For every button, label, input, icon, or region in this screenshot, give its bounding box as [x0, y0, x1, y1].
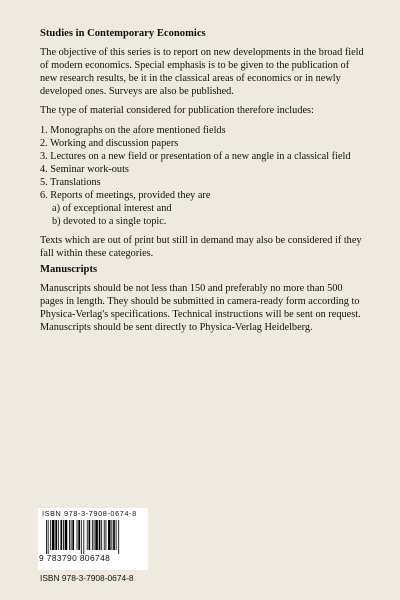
barcode-bar [52, 520, 55, 550]
barcode-bar [87, 520, 88, 550]
out-of-print-note: Texts which are out of print but still in demand may also be considered if they fall within these categories. [40, 235, 362, 260]
barcode-bar [104, 520, 105, 550]
sublist-item: a) of exceptional interest and [52, 203, 172, 215]
barcode-bar [58, 520, 59, 550]
barcode-digits: 9 783790 806748 [39, 553, 111, 563]
series-section [40, 27, 365, 267]
meeting-conditions-list [40, 202, 365, 228]
barcode-bar [78, 520, 80, 550]
barcode-bar [108, 520, 111, 550]
series-objective: The objective of this series is to report on new developments in the broad field of modern economics. Special emphasis is to be given to the publication of new research results, be it in the classical areas of economics or in newly developed ones. Surveys are also be published. [40, 47, 364, 98]
barcode-bars [40, 520, 144, 554]
barcode-bar [63, 520, 64, 550]
barcode-bar [48, 520, 49, 554]
barcode-bar [69, 520, 70, 550]
barcode-bar [71, 520, 72, 550]
barcode-bar [50, 520, 51, 550]
material-list [40, 124, 365, 229]
barcode-bar [72, 520, 74, 550]
isbn-top-text: ISBN 978-3-7908-0674-8 [42, 509, 137, 518]
barcode-bar [77, 520, 78, 550]
barcode-bar [106, 520, 107, 550]
barcode-bar [60, 520, 62, 550]
list-item: 1. Monographs on the afore mentioned fields [40, 124, 226, 136]
list-item: 3. Lectures on a new field or presentation of a new angle in a classical field [40, 150, 351, 162]
barcode-bar [81, 520, 82, 554]
barcode-bar [92, 520, 93, 550]
list-item: 4. Seminar work-outs [40, 163, 129, 175]
manuscripts-section [40, 263, 365, 340]
barcode-bar [95, 520, 98, 550]
barcode-bar [101, 520, 102, 550]
barcode-bar [65, 520, 68, 550]
manuscripts-text: Manuscripts should be not less than 150 and preferably no more than 500 pages in length. They should be submitted in camera-ready form according to Physica-Verlag's specifications. Technical instructions will be sent on request. Manuscripts should be sent directly to Physica-Verlag Heidelberg. [40, 283, 361, 334]
barcode-bar [46, 520, 47, 554]
barcode-bar [55, 520, 57, 550]
list-item: 2. Working and discussion papers [40, 137, 179, 149]
barcode-bar [99, 520, 101, 550]
manuscripts-title: Manuscripts [40, 264, 98, 275]
barcode-bar [94, 520, 95, 550]
list-item: 5. Translations [40, 176, 101, 188]
material-intro: The type of material considered for publication therefore includes: [40, 105, 314, 117]
barcode-bar [83, 520, 84, 554]
barcode-label [38, 508, 148, 570]
list-item-text: 6. Reports of meetings, provided they are [40, 190, 211, 202]
barcode-bar [111, 520, 112, 550]
series-title: Studies in Contemporary Economics [40, 28, 206, 39]
list-item [40, 189, 365, 228]
barcode-bar [118, 520, 119, 554]
sublist-item: b) devoted to a single topic. [52, 216, 167, 228]
barcode-bar [116, 520, 117, 550]
barcode-bar [113, 520, 115, 550]
isbn-bottom-text: ISBN 978-3-7908-0674-8 [40, 573, 134, 583]
barcode-bar [89, 520, 91, 550]
